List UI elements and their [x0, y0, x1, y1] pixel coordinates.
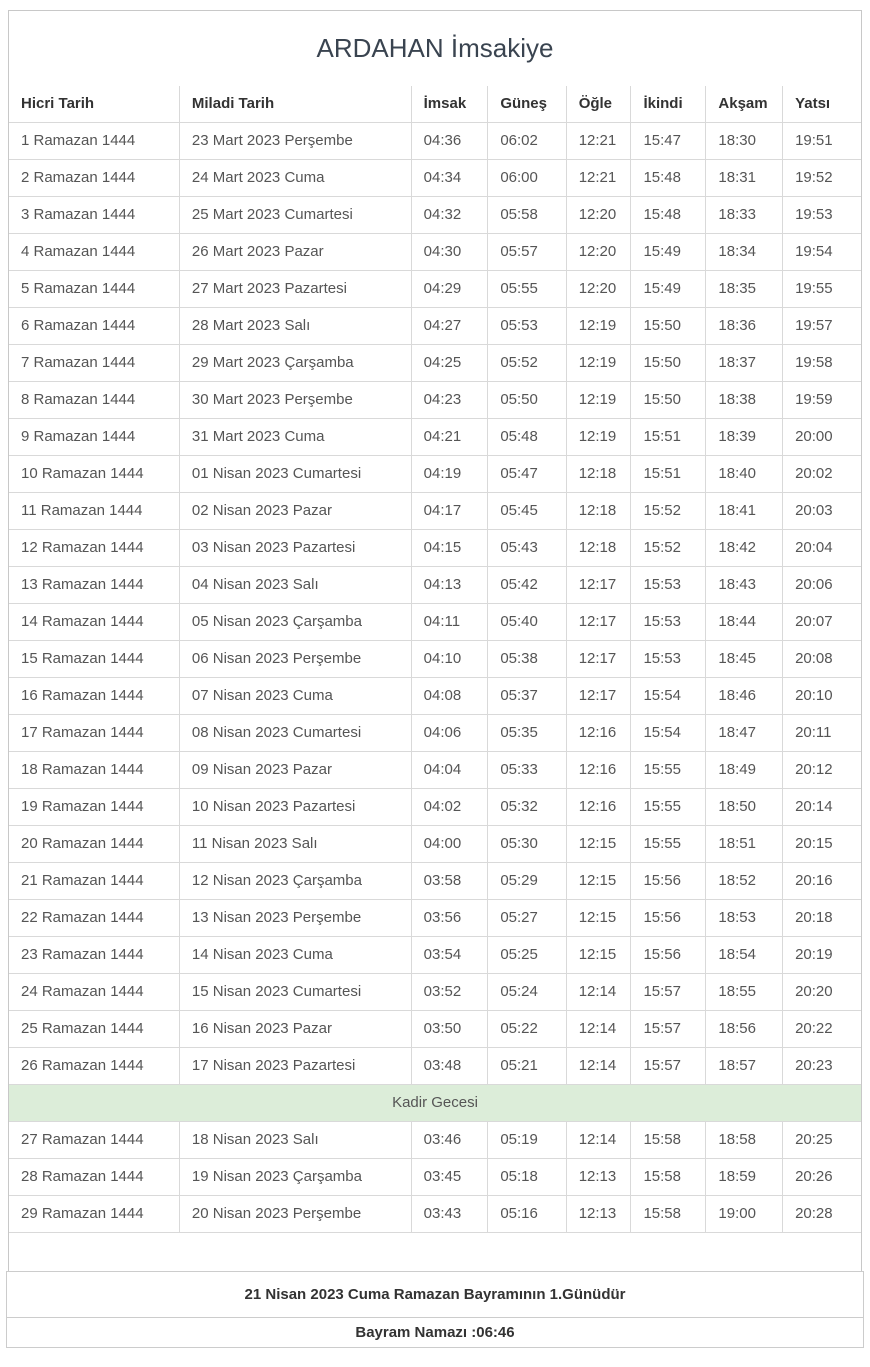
cell-gunes: 05:30 — [488, 826, 566, 863]
cell-aksam: 18:38 — [706, 382, 783, 419]
cell-ogle: 12:21 — [566, 160, 631, 197]
cell-aksam: 18:49 — [706, 752, 783, 789]
cell-ogle: 12:20 — [566, 197, 631, 234]
cell-hicri-tarih: 22 Ramazan 1444 — [9, 900, 179, 937]
cell-ikindi: 15:50 — [631, 345, 706, 382]
cell-gunes: 05:22 — [488, 1011, 566, 1048]
cell-miladi-tarih: 18 Nisan 2023 Salı — [179, 1122, 411, 1159]
cell-ikindi: 15:56 — [631, 863, 706, 900]
cell-yatsi: 19:53 — [783, 197, 861, 234]
cell-miladi-tarih: 09 Nisan 2023 Pazar — [179, 752, 411, 789]
cell-yatsi: 20:22 — [783, 1011, 861, 1048]
cell-hicri-tarih: 10 Ramazan 1444 — [9, 456, 179, 493]
cell-gunes: 06:00 — [488, 160, 566, 197]
cell-yatsi: 20:00 — [783, 419, 861, 456]
cell-yatsi: 20:15 — [783, 826, 861, 863]
cell-imsak: 03:43 — [411, 1196, 488, 1233]
cell-imsak: 04:02 — [411, 789, 488, 826]
cell-gunes: 05:19 — [488, 1122, 566, 1159]
cell-hicri-tarih: 16 Ramazan 1444 — [9, 678, 179, 715]
table-row — [9, 1048, 861, 1085]
cell-yatsi: 20:23 — [783, 1048, 861, 1085]
cell-miladi-tarih: 02 Nisan 2023 Pazar — [179, 493, 411, 530]
table-row — [9, 604, 861, 641]
cell-ikindi: 15:53 — [631, 567, 706, 604]
cell-aksam: 18:50 — [706, 789, 783, 826]
cell-miladi-tarih: 13 Nisan 2023 Perşembe — [179, 900, 411, 937]
cell-imsak: 04:36 — [411, 123, 488, 160]
cell-yatsi: 19:52 — [783, 160, 861, 197]
cell-gunes: 05:43 — [488, 530, 566, 567]
cell-imsak: 03:58 — [411, 863, 488, 900]
cell-ikindi: 15:54 — [631, 715, 706, 752]
cell-imsak: 04:15 — [411, 530, 488, 567]
cell-ogle: 12:14 — [566, 1011, 631, 1048]
bayram-namazi-time: Bayram Namazı :06:46 — [355, 1324, 515, 1341]
table-row — [9, 1159, 861, 1196]
cell-hicri-tarih: 20 Ramazan 1444 — [9, 826, 179, 863]
cell-miladi-tarih: 14 Nisan 2023 Cuma — [179, 937, 411, 974]
cell-imsak: 03:56 — [411, 900, 488, 937]
cell-imsak: 04:34 — [411, 160, 488, 197]
cell-miladi-tarih: 25 Mart 2023 Cumartesi — [179, 197, 411, 234]
cell-miladi-tarih: 07 Nisan 2023 Cuma — [179, 678, 411, 715]
cell-gunes: 05:37 — [488, 678, 566, 715]
cell-imsak: 04:10 — [411, 641, 488, 678]
cell-ikindi: 15:56 — [631, 937, 706, 974]
cell-aksam: 18:42 — [706, 530, 783, 567]
cell-ogle: 12:14 — [566, 974, 631, 1011]
cell-hicri-tarih: 15 Ramazan 1444 — [9, 641, 179, 678]
table-row — [9, 1011, 861, 1048]
table-row — [9, 160, 861, 197]
cell-aksam: 18:53 — [706, 900, 783, 937]
table-row — [9, 1122, 861, 1159]
cell-miladi-tarih: 16 Nisan 2023 Pazar — [179, 1011, 411, 1048]
table-row — [9, 308, 861, 345]
cell-yatsi: 20:18 — [783, 900, 861, 937]
cell-hicri-tarih: 13 Ramazan 1444 — [9, 567, 179, 604]
cell-miladi-tarih: 05 Nisan 2023 Çarşamba — [179, 604, 411, 641]
cell-miladi-tarih: 27 Mart 2023 Pazartesi — [179, 271, 411, 308]
cell-gunes: 05:47 — [488, 456, 566, 493]
table-row — [9, 937, 861, 974]
cell-aksam: 18:44 — [706, 604, 783, 641]
cell-gunes: 05:57 — [488, 234, 566, 271]
cell-ikindi: 15:49 — [631, 271, 706, 308]
cell-miladi-tarih: 12 Nisan 2023 Çarşamba — [179, 863, 411, 900]
cell-yatsi: 20:28 — [783, 1196, 861, 1233]
cell-ikindi: 15:49 — [631, 234, 706, 271]
cell-ogle: 12:16 — [566, 752, 631, 789]
cell-yatsi: 20:11 — [783, 715, 861, 752]
cell-ogle: 12:19 — [566, 308, 631, 345]
cell-miladi-tarih: 30 Mart 2023 Perşembe — [179, 382, 411, 419]
cell-hicri-tarih: 21 Ramazan 1444 — [9, 863, 179, 900]
cell-imsak: 03:46 — [411, 1122, 488, 1159]
cell-aksam: 18:30 — [706, 123, 783, 160]
cell-miladi-tarih: 08 Nisan 2023 Cumartesi — [179, 715, 411, 752]
cell-ogle: 12:13 — [566, 1196, 631, 1233]
cell-gunes: 05:25 — [488, 937, 566, 974]
cell-imsak: 04:13 — [411, 567, 488, 604]
cell-ogle: 12:19 — [566, 345, 631, 382]
bayram-note: 21 Nisan 2023 Cuma Ramazan Bayramının 1.Günüdür — [7, 1272, 863, 1318]
cell-ogle: 12:20 — [566, 271, 631, 308]
cell-hicri-tarih: 14 Ramazan 1444 — [9, 604, 179, 641]
cell-aksam: 18:40 — [706, 456, 783, 493]
cell-ogle: 12:20 — [566, 234, 631, 271]
column-header: Güneş — [488, 86, 566, 123]
cell-ogle: 12:15 — [566, 900, 631, 937]
cell-ogle: 12:18 — [566, 530, 631, 567]
cell-miladi-tarih: 11 Nisan 2023 Salı — [179, 826, 411, 863]
cell-hicri-tarih: 25 Ramazan 1444 — [9, 1011, 179, 1048]
cell-yatsi: 20:03 — [783, 493, 861, 530]
cell-ikindi: 15:53 — [631, 641, 706, 678]
table-row — [9, 789, 861, 826]
cell-ogle: 12:16 — [566, 715, 631, 752]
cell-gunes: 05:16 — [488, 1196, 566, 1233]
cell-yatsi: 19:54 — [783, 234, 861, 271]
cell-yatsi: 20:19 — [783, 937, 861, 974]
table-row — [9, 271, 861, 308]
cell-yatsi: 19:57 — [783, 308, 861, 345]
cell-hicri-tarih: 24 Ramazan 1444 — [9, 974, 179, 1011]
cell-ikindi: 15:50 — [631, 308, 706, 345]
cell-miladi-tarih: 01 Nisan 2023 Cumartesi — [179, 456, 411, 493]
cell-ogle: 12:15 — [566, 863, 631, 900]
cell-ogle: 12:14 — [566, 1048, 631, 1085]
cell-imsak: 03:52 — [411, 974, 488, 1011]
cell-hicri-tarih: 1 Ramazan 1444 — [9, 123, 179, 160]
cell-yatsi: 19:55 — [783, 271, 861, 308]
cell-imsak: 03:50 — [411, 1011, 488, 1048]
cell-gunes: 05:35 — [488, 715, 566, 752]
cell-aksam: 18:43 — [706, 567, 783, 604]
cell-hicri-tarih: 27 Ramazan 1444 — [9, 1122, 179, 1159]
table-row — [9, 900, 861, 937]
cell-imsak: 04:21 — [411, 419, 488, 456]
cell-aksam: 18:37 — [706, 345, 783, 382]
cell-ikindi: 15:55 — [631, 826, 706, 863]
cell-aksam: 18:51 — [706, 826, 783, 863]
cell-aksam: 18:52 — [706, 863, 783, 900]
cell-ikindi: 15:57 — [631, 1011, 706, 1048]
cell-imsak: 04:17 — [411, 493, 488, 530]
cell-imsak: 03:45 — [411, 1159, 488, 1196]
cell-miladi-tarih: 03 Nisan 2023 Pazartesi — [179, 530, 411, 567]
cell-yatsi: 19:58 — [783, 345, 861, 382]
cell-ikindi: 15:54 — [631, 678, 706, 715]
cell-miladi-tarih: 06 Nisan 2023 Perşembe — [179, 641, 411, 678]
cell-aksam: 18:45 — [706, 641, 783, 678]
cell-ogle: 12:17 — [566, 604, 631, 641]
column-header: Miladi Tarih — [179, 86, 411, 123]
cell-imsak: 04:30 — [411, 234, 488, 271]
cell-aksam: 18:36 — [706, 308, 783, 345]
cell-ogle: 12:21 — [566, 123, 631, 160]
cell-ikindi: 15:55 — [631, 789, 706, 826]
column-header: Yatsı — [783, 86, 861, 123]
cell-ikindi: 15:51 — [631, 419, 706, 456]
cell-aksam: 18:35 — [706, 271, 783, 308]
cell-aksam: 18:58 — [706, 1122, 783, 1159]
cell-yatsi: 20:10 — [783, 678, 861, 715]
cell-miladi-tarih: 26 Mart 2023 Pazar — [179, 234, 411, 271]
cell-gunes: 05:33 — [488, 752, 566, 789]
cell-hicri-tarih: 8 Ramazan 1444 — [9, 382, 179, 419]
cell-aksam: 18:39 — [706, 419, 783, 456]
table-row — [9, 678, 861, 715]
table-row — [9, 641, 861, 678]
kadir-gecesi-row — [9, 1085, 861, 1122]
cell-gunes: 05:18 — [488, 1159, 566, 1196]
cell-hicri-tarih: 5 Ramazan 1444 — [9, 271, 179, 308]
cell-gunes: 05:48 — [488, 419, 566, 456]
cell-hicri-tarih: 18 Ramazan 1444 — [9, 752, 179, 789]
cell-ogle: 12:15 — [566, 826, 631, 863]
cell-aksam: 18:57 — [706, 1048, 783, 1085]
cell-ogle: 12:13 — [566, 1159, 631, 1196]
cell-gunes: 05:42 — [488, 567, 566, 604]
cell-imsak: 04:27 — [411, 308, 488, 345]
table-row — [9, 567, 861, 604]
cell-imsak: 03:54 — [411, 937, 488, 974]
cell-hicri-tarih: 7 Ramazan 1444 — [9, 345, 179, 382]
cell-miladi-tarih: 28 Mart 2023 Salı — [179, 308, 411, 345]
cell-hicri-tarih: 9 Ramazan 1444 — [9, 419, 179, 456]
table-row — [9, 234, 861, 271]
table-row — [9, 530, 861, 567]
cell-miladi-tarih: 20 Nisan 2023 Perşembe — [179, 1196, 411, 1233]
cell-gunes: 05:21 — [488, 1048, 566, 1085]
cell-hicri-tarih: 17 Ramazan 1444 — [9, 715, 179, 752]
column-header: İkindi — [631, 86, 706, 123]
cell-hicri-tarih: 3 Ramazan 1444 — [9, 197, 179, 234]
table-row — [9, 197, 861, 234]
table-row — [9, 715, 861, 752]
cell-miladi-tarih: 19 Nisan 2023 Çarşamba — [179, 1159, 411, 1196]
cell-yatsi: 20:04 — [783, 530, 861, 567]
cell-ikindi: 15:58 — [631, 1196, 706, 1233]
cell-aksam: 18:59 — [706, 1159, 783, 1196]
cell-miladi-tarih: 10 Nisan 2023 Pazartesi — [179, 789, 411, 826]
cell-yatsi: 19:59 — [783, 382, 861, 419]
cell-ikindi: 15:50 — [631, 382, 706, 419]
cell-gunes: 05:40 — [488, 604, 566, 641]
imsakiye-card — [8, 10, 862, 1272]
cell-ikindi: 15:56 — [631, 900, 706, 937]
cell-yatsi: 20:02 — [783, 456, 861, 493]
column-header: Öğle — [566, 86, 631, 123]
cell-ogle: 12:16 — [566, 789, 631, 826]
table-row — [9, 493, 861, 530]
cell-miladi-tarih: 24 Mart 2023 Cuma — [179, 160, 411, 197]
cell-hicri-tarih: 28 Ramazan 1444 — [9, 1159, 179, 1196]
cell-ikindi: 15:48 — [631, 197, 706, 234]
table-row — [9, 419, 861, 456]
cell-hicri-tarih: 2 Ramazan 1444 — [9, 160, 179, 197]
cell-gunes: 05:24 — [488, 974, 566, 1011]
cell-yatsi: 20:12 — [783, 752, 861, 789]
cell-gunes: 06:02 — [488, 123, 566, 160]
table-row — [9, 863, 861, 900]
column-header: Akşam — [706, 86, 783, 123]
cell-gunes: 05:52 — [488, 345, 566, 382]
cell-hicri-tarih: 6 Ramazan 1444 — [9, 308, 179, 345]
cell-ikindi: 15:55 — [631, 752, 706, 789]
cell-ogle: 12:14 — [566, 1122, 631, 1159]
table-row — [9, 752, 861, 789]
cell-ikindi: 15:52 — [631, 530, 706, 567]
cell-ikindi: 15:58 — [631, 1159, 706, 1196]
prayer-times-table — [9, 86, 861, 1233]
table-row — [9, 456, 861, 493]
table-row — [9, 382, 861, 419]
cell-ogle: 12:19 — [566, 382, 631, 419]
cell-imsak: 04:29 — [411, 271, 488, 308]
cell-yatsi: 20:20 — [783, 974, 861, 1011]
cell-imsak: 04:19 — [411, 456, 488, 493]
cell-ogle: 12:17 — [566, 641, 631, 678]
footer — [6, 1271, 864, 1348]
card-bottom-spacer — [9, 1233, 861, 1271]
cell-gunes: 05:45 — [488, 493, 566, 530]
cell-aksam: 18:47 — [706, 715, 783, 752]
cell-ogle: 12:15 — [566, 937, 631, 974]
table-header-row — [9, 86, 861, 123]
cell-ogle: 12:17 — [566, 678, 631, 715]
table-row — [9, 1196, 861, 1233]
cell-miladi-tarih: 29 Mart 2023 Çarşamba — [179, 345, 411, 382]
cell-hicri-tarih: 19 Ramazan 1444 — [9, 789, 179, 826]
cell-yatsi: 20:26 — [783, 1159, 861, 1196]
cell-gunes: 05:55 — [488, 271, 566, 308]
table-row — [9, 974, 861, 1011]
cell-gunes: 05:50 — [488, 382, 566, 419]
cell-yatsi: 20:08 — [783, 641, 861, 678]
cell-aksam: 18:41 — [706, 493, 783, 530]
cell-ikindi: 15:48 — [631, 160, 706, 197]
cell-aksam: 18:34 — [706, 234, 783, 271]
cell-hicri-tarih: 4 Ramazan 1444 — [9, 234, 179, 271]
cell-ikindi: 15:51 — [631, 456, 706, 493]
cell-ogle: 12:19 — [566, 419, 631, 456]
cell-aksam: 18:33 — [706, 197, 783, 234]
cell-gunes: 05:29 — [488, 863, 566, 900]
cell-hicri-tarih: 23 Ramazan 1444 — [9, 937, 179, 974]
cell-imsak: 04:32 — [411, 197, 488, 234]
cell-hicri-tarih: 26 Ramazan 1444 — [9, 1048, 179, 1085]
cell-imsak: 04:00 — [411, 826, 488, 863]
cell-hicri-tarih: 12 Ramazan 1444 — [9, 530, 179, 567]
kadir-gecesi-label: Kadir Gecesi — [9, 1085, 861, 1122]
cell-hicri-tarih: 29 Ramazan 1444 — [9, 1196, 179, 1233]
cell-ogle: 12:17 — [566, 567, 631, 604]
cell-yatsi: 20:06 — [783, 567, 861, 604]
cell-imsak: 04:04 — [411, 752, 488, 789]
cell-ikindi: 15:53 — [631, 604, 706, 641]
cell-gunes: 05:32 — [488, 789, 566, 826]
cell-aksam: 18:31 — [706, 160, 783, 197]
page-title: ARDAHAN İmsakiye — [316, 33, 554, 63]
cell-yatsi: 19:51 — [783, 123, 861, 160]
cell-ikindi: 15:57 — [631, 1048, 706, 1085]
column-header: İmsak — [411, 86, 488, 123]
cell-ikindi: 15:58 — [631, 1122, 706, 1159]
cell-ikindi: 15:52 — [631, 493, 706, 530]
cell-miladi-tarih: 17 Nisan 2023 Pazartesi — [179, 1048, 411, 1085]
table-row — [9, 826, 861, 863]
cell-imsak: 04:08 — [411, 678, 488, 715]
cell-yatsi: 20:25 — [783, 1122, 861, 1159]
cell-miladi-tarih: 04 Nisan 2023 Salı — [179, 567, 411, 604]
cell-imsak: 04:23 — [411, 382, 488, 419]
cell-aksam: 18:54 — [706, 937, 783, 974]
cell-ogle: 12:18 — [566, 456, 631, 493]
cell-ikindi: 15:57 — [631, 974, 706, 1011]
cell-miladi-tarih: 15 Nisan 2023 Cumartesi — [179, 974, 411, 1011]
cell-ogle: 12:18 — [566, 493, 631, 530]
cell-gunes: 05:38 — [488, 641, 566, 678]
cell-gunes: 05:27 — [488, 900, 566, 937]
cell-yatsi: 20:16 — [783, 863, 861, 900]
cell-aksam: 18:46 — [706, 678, 783, 715]
cell-aksam: 18:56 — [706, 1011, 783, 1048]
cell-gunes: 05:53 — [488, 308, 566, 345]
cell-imsak: 04:11 — [411, 604, 488, 641]
cell-yatsi: 20:07 — [783, 604, 861, 641]
cell-yatsi: 20:14 — [783, 789, 861, 826]
cell-aksam: 19:00 — [706, 1196, 783, 1233]
cell-hicri-tarih: 11 Ramazan 1444 — [9, 493, 179, 530]
column-header: Hicri Tarih — [9, 86, 179, 123]
cell-imsak: 04:25 — [411, 345, 488, 382]
cell-gunes: 05:58 — [488, 197, 566, 234]
cell-aksam: 18:55 — [706, 974, 783, 1011]
cell-imsak: 04:06 — [411, 715, 488, 752]
table-row — [9, 345, 861, 382]
table-row — [9, 123, 861, 160]
cell-miladi-tarih: 23 Mart 2023 Perşembe — [179, 123, 411, 160]
cell-miladi-tarih: 31 Mart 2023 Cuma — [179, 419, 411, 456]
cell-imsak: 03:48 — [411, 1048, 488, 1085]
cell-ikindi: 15:47 — [631, 123, 706, 160]
